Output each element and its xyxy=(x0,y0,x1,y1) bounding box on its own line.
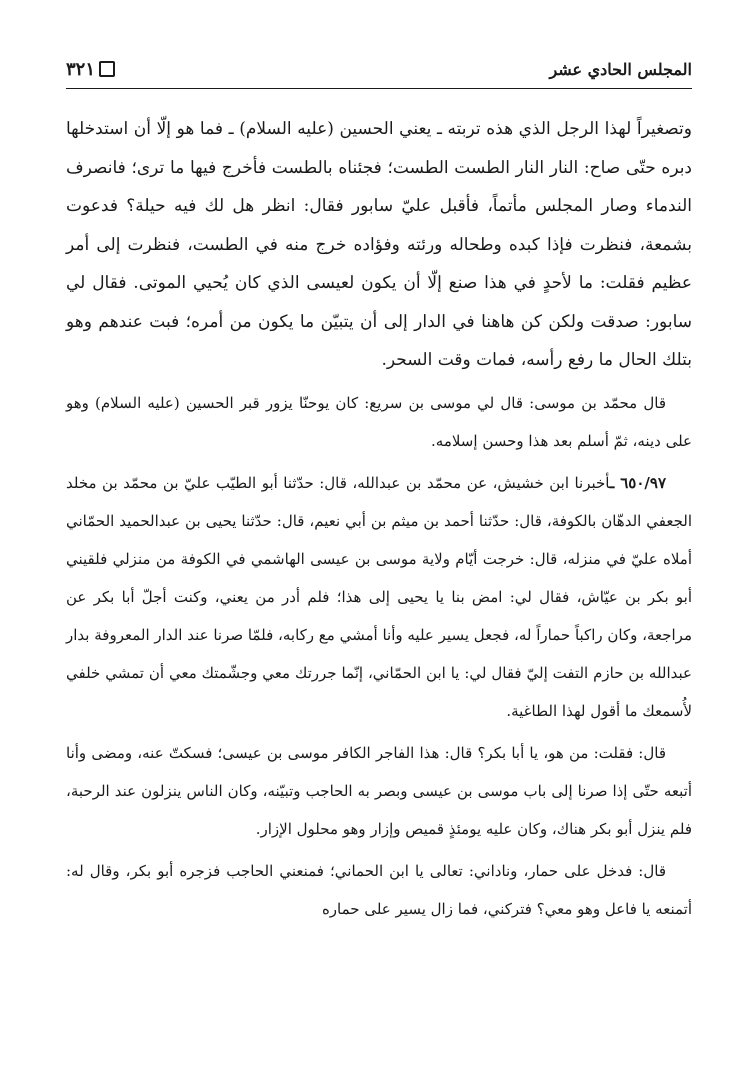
page-marker-icon xyxy=(99,61,115,77)
page-number-value: ٣٢١ xyxy=(66,58,96,80)
hadith-paragraph: ٦٥٠/٩٧ ـأخبرنا ابن خشيش، عن محمّد بن عبدالله، قال: حدّثنا أبو الطيّب عليّ بن محمّد بن مخلد الجعفي الدهّان بالكوفة، قال: حدّثنا أحمد بن ميثم بن أبي نعيم، قال: حدّثنا يحيى بن عبدالحميد الحمّاني أملاه عليّ في منزله، قال: خرجت أيّام ولاية موسى بن عيسى الهاشمي في الكوفة من منزلي فلقيني أبو بكر بن عيّاش، فقال لي: امض بنا يا يحيى إلى هذا؛ فلم أدر من يعني، وكنت أجلّ أبا بكر عن مراجعة، وكان راكباً حماراً له، فجعل يسير عليه وأنا أمشي مع ركابه، فلمّا صرنا عند الدار المعروفة بدار عبدالله بن حازم التفت إليّ فقال لي: يا ابن الحمّاني، إنّما جررتك معي وجشّمتك معي أن تمشي خلفي لأُسمعك ما أقول لهذا الطاغية. xyxy=(66,473,692,720)
paragraph: قال: فقلت: من هو، يا أبا بكر؟ قال: هذا الفاجر الكافر موسى بن عيسى؛ فسكتّ عنه، ومضى وأنا أتبعه حتّى إذا صرنا إلى باب موسى بن عيسى وبصر به الحاجب وتبيّنه، وكان الناس ينزلون عند الرحبة، فلم ينزل أبو بكر هناك، وكان عليه يومئذٍ قميص وإزار وهو محلول الإزار. xyxy=(66,743,692,838)
paragraph: قال محمّد بن موسى: قال لي موسى بن سريع: كان يوحنّا يزور قبر الحسين (عليه السلام) وهو على دينه، ثمّ أسلم بعد هذا وحسن إسلامه. xyxy=(66,393,692,450)
body-text xyxy=(66,110,692,932)
page-header xyxy=(66,50,692,89)
page-number xyxy=(66,59,115,80)
hadith-number: ٦٥٠/٩٧ ـ xyxy=(609,473,666,492)
running-title: المجلس الحادي عشر xyxy=(549,59,692,79)
paragraph: قال: فدخل على حمار، وناداني: تعالى يا ابن الحماني؛ فمنعني الحاجب فزجره أبو بكر، وقال له: أتمنعه يا فاعل وهو معي؟ فتركني، فما زال يسير على حماره xyxy=(66,861,692,918)
paragraph: وتصغيراً لهذا الرجل الذي هذه تربته ـ يعني الحسين (عليه السلام) ـ فما هو إلّا أن استدخلها دبره حتّى صاح: النار النار الطست الطست؛ فجئناه بالطست فأخرج فيها ما ترى؛ فانصرف الندماء وصار المجلس مأتماً، فأقبل عليّ سابور فقال: انظر هل لك فيه حيلة؟ فدعوت بشمعة، فنظرت فإذا كبده وطحاله ورئته وفؤاده خرج منه في الطست، فنظرت إلى أمر عظيم فقلت: ما لأحدٍ في هذا صنع إلّا أن يكون لعيسى الذي كان يُحيي الموتى. فقال لي سابور: صدقت ولكن كن هاهنا في الدار إلى أن يتبيّن ما يكون من أمره؛ فبت عندهم وهو بتلك الحال ما رفع رأسه، فمات وقت السحر. xyxy=(66,119,692,370)
